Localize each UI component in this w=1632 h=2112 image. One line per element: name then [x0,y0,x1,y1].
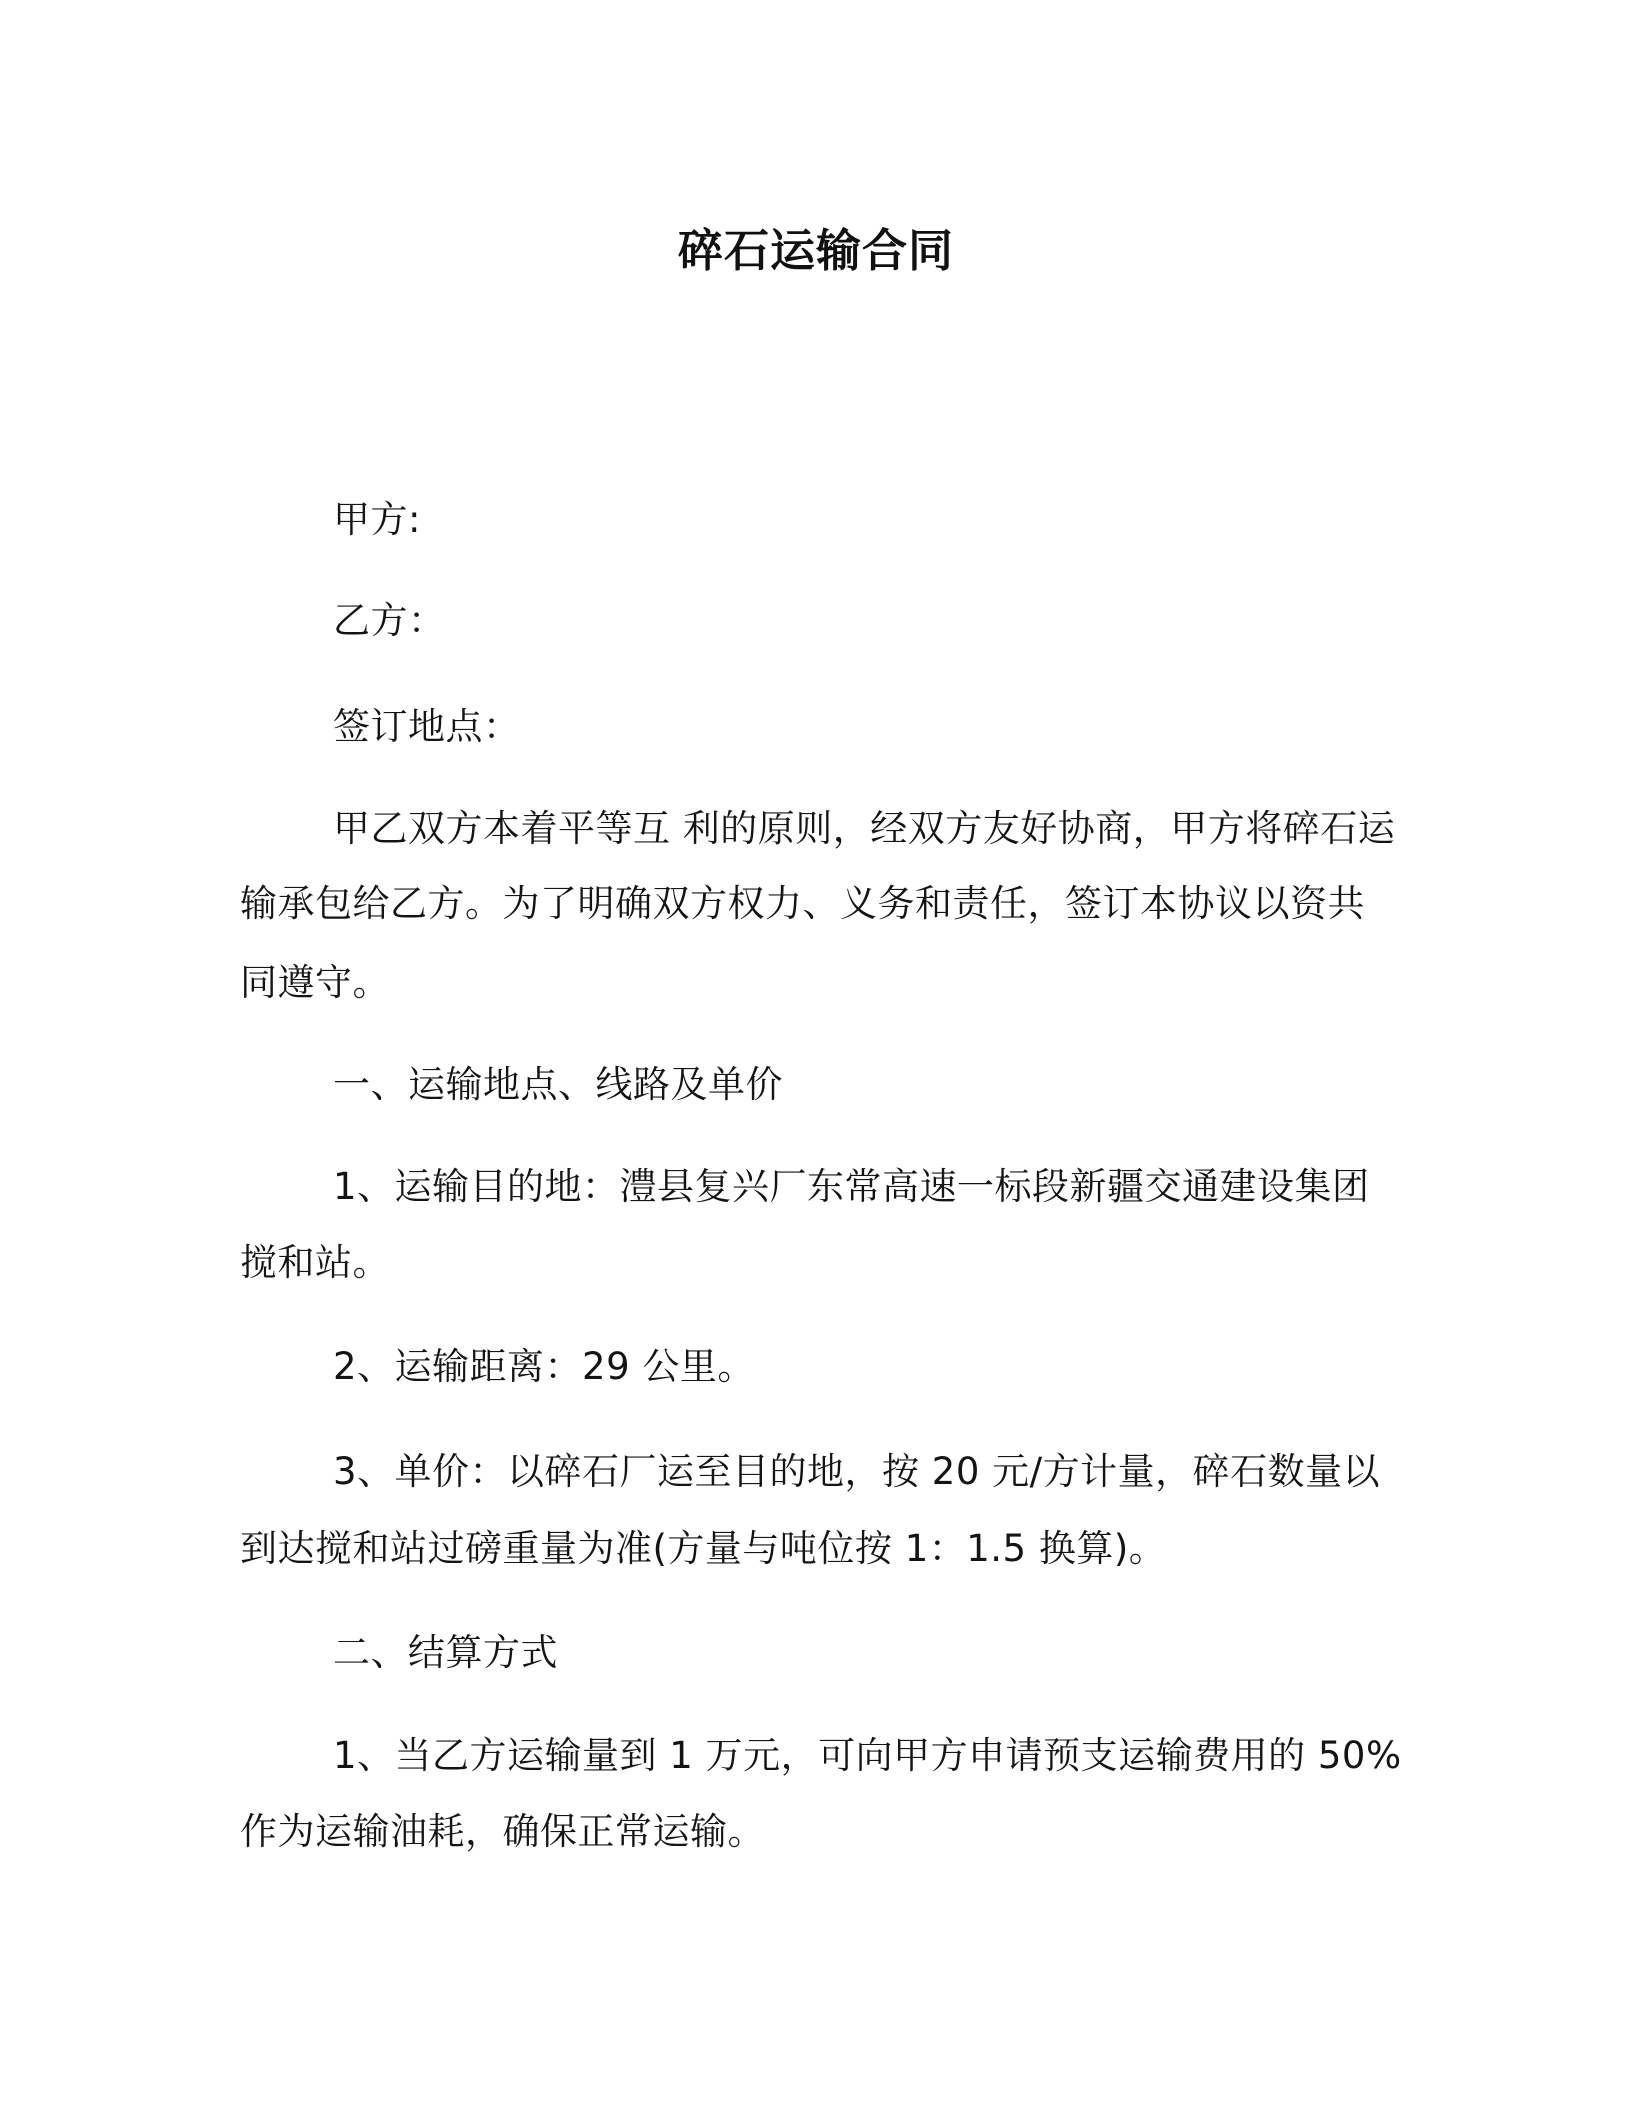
preamble-line: 同遵守。 [240,961,390,1004]
clause-line: 3、单价：以碎石厂运至目的地，按 20 元/方计量，碎石数量以 [333,1450,1381,1493]
section-1-heading: 一、运输地点、线路及单价 [333,1063,783,1106]
preamble-line: 输承包给乙方。为了明确双方权力、义务和责任，签订本协议以资共 [240,882,1365,925]
clause-line: 1、运输目的地：澧县复兴厂东常高速一标段新疆交通建设集团 [333,1165,1370,1208]
clause-line: 搅和站。 [240,1241,390,1284]
signing-place-label: 签订地点： [333,705,521,748]
preamble-line: 甲乙双方本着平等互 利的原则，经双方友好协商，甲方将碎石运 [333,807,1396,850]
clause-line: 到达搅和站过磅重量为准(方量与吨位按 1：1.5 换算)。 [240,1527,1167,1570]
party-b-label: 乙方： [333,599,446,642]
clause-line: 1、当乙方运输量到 1 万元，可向甲方申请预支运输费用的 50% [333,1734,1402,1777]
clause-line: 作为运输油耗，确保正常运输。 [240,1810,765,1853]
section-2-heading: 二、结算方式 [333,1631,558,1674]
document-title: 碎石运输合同 [677,224,954,277]
party-a-label: 甲方: [333,498,421,541]
clause-line: 2、运输距离：29 公里。 [333,1345,755,1388]
